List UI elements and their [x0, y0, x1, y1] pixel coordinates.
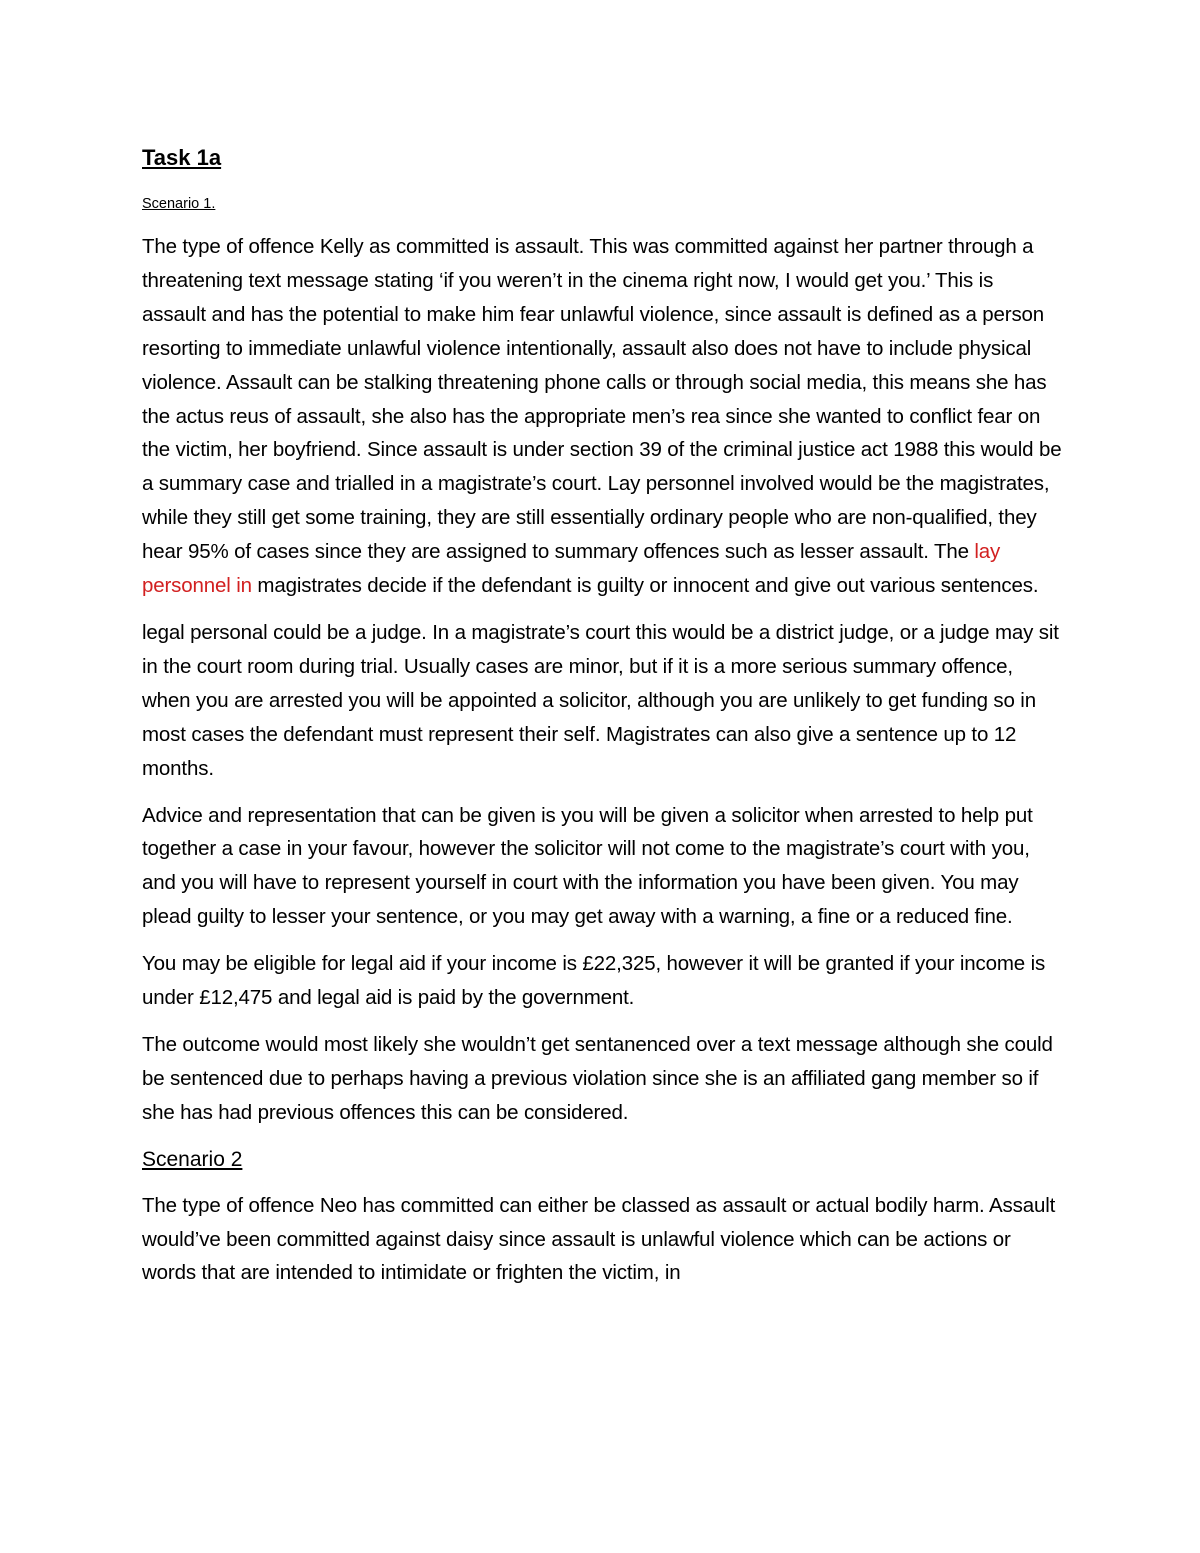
paragraph-text: magistrates decide if the defendant is guilty or innocent and give out various sentences. — [251, 574, 1039, 598]
document-page — [142, 140, 1062, 1303]
scenario-1-paragraph-1 — [142, 230, 1062, 603]
scenario-2-paragraph-1: The type of offence Neo has committed can either be classed as assault or actual bodily harm. Assault would’ve been committed against daisy since assault is unlawful violence which can be actions or words that are intended to intimidate or frighten the victim, in — [142, 1193, 1056, 1285]
scenario-1-paragraph-5: The outcome would most likely she wouldn’t get sentanenced over a text message although she could be sentenced due to perhaps having a previous violation since she is an affiliated gang member so if she has had previous offences this can be considered. — [142, 1032, 1053, 1124]
scenario-2-heading: Scenario 2 — [142, 1147, 243, 1171]
scenario-1-heading: Scenario 1. — [142, 196, 216, 212]
scenario-1-paragraph-4: You may be eligible for legal aid if your income is £22,325, however it will be granted if your income is under £12,475 and legal aid is paid by the government. — [142, 952, 1046, 1010]
paragraph-text: The type of offence Kelly as committed is assault. This was committed against her partner through a threatening text message stating ‘if you weren’t in the cinema right now, I would get you.’ This is assault and has the potential to make him fear unlawful violence, since assault is defined as a person resorting to immediate unlawful violence intentionally, assault also does not have to include physical violence. Assault can be stalking threatening phone calls or through social media, this means she has the actus reus of assault, she also has the appropriate men’s rea since she wanted to conflict fear on the victim, her boyfriend. Since assault is under section 39 of the criminal justice act 1988 this would be a summary case and trialled in a magistrate’s court. Lay personnel involved would be the magistrates, while they still get some training, they are still essentially ordinary people who are non-qualified, they hear 95% of cases since they are assigned to summary offences such as lesser assault. The — [142, 235, 1062, 564]
page-title: Task 1a — [142, 145, 222, 170]
highlighted-text: lay personnel in — [142, 540, 1001, 598]
scenario-1-paragraph-2: legal personal could be a judge. In a magistrate’s court this would be a district judge, or a judge may sit in the court room during trial. Usually cases are minor, but if it is a more serious summary offence, when you are arrested you will be appointed a solicitor, although you are unlikely to get funding so in most cases the defendant must represent their self. Magistrates can also give a sentence up to 12 months. — [142, 620, 1059, 780]
scenario-1-paragraph-3: Advice and representation that can be given is you will be given a solicitor when arrested to help put together a case in your favour, however the solicitor will not come to the magistrate’s court with you, and you will have to represent yourself in court with the information you have been given. You may plead guilty to lesser your sentence, or you may get away with a warning, a fine or a reduced fine. — [142, 803, 1033, 929]
